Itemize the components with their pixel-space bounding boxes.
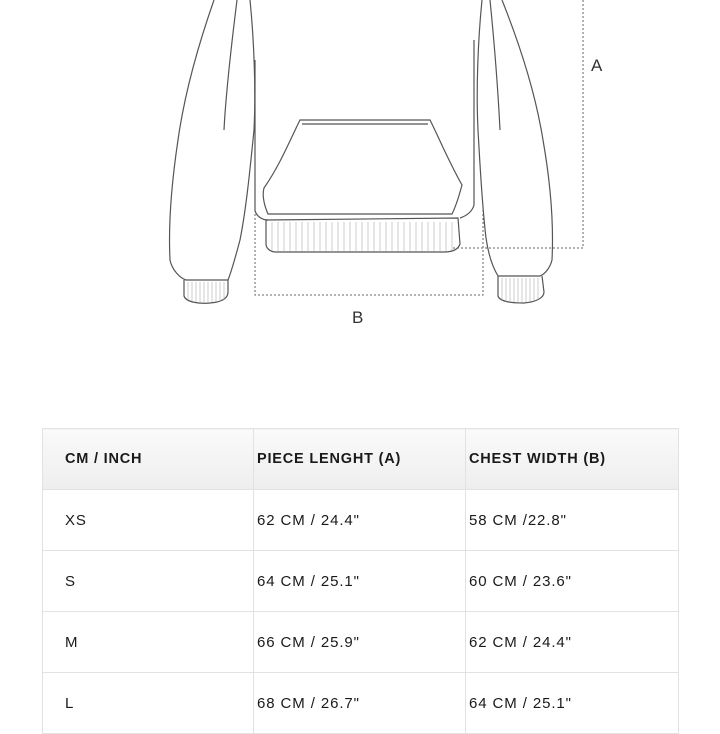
left-sleeve (169, 0, 254, 280)
size-chart-table (42, 428, 679, 734)
body-left-side (255, 60, 268, 220)
body-right-side (460, 40, 474, 218)
width-cell: 62 CM / 24.4" (466, 612, 679, 673)
right-cuff (498, 276, 544, 303)
table-row (43, 612, 679, 673)
header-unit: CM / INCH (43, 429, 254, 490)
width-cell: 60 CM / 23.6" (466, 551, 679, 612)
header-piece-length: PIECE LENGHT (A) (254, 429, 466, 490)
size-cell: S (43, 551, 254, 612)
dimension-b-label: B (352, 308, 364, 327)
length-cell: 68 CM / 26.7" (254, 673, 466, 734)
waistband (266, 218, 460, 252)
header-chest-width: CHEST WIDTH (B) (466, 429, 679, 490)
table-row (43, 551, 679, 612)
length-cell: 66 CM / 25.9" (254, 612, 466, 673)
length-cell: 64 CM / 25.1" (254, 551, 466, 612)
size-cell: M (43, 612, 254, 673)
width-cell: 64 CM / 25.1" (466, 673, 679, 734)
dimension-a-label: A (591, 56, 603, 75)
table-row (43, 490, 679, 551)
hoodie-diagram (0, 0, 720, 340)
size-cell: XS (43, 490, 254, 551)
width-cell: 58 CM /22.8" (466, 490, 679, 551)
table-header-row (43, 429, 679, 490)
table-row (43, 673, 679, 734)
length-cell: 62 CM / 24.4" (254, 490, 466, 551)
size-cell: L (43, 673, 254, 734)
pocket (263, 120, 462, 214)
left-cuff (184, 280, 228, 303)
right-sleeve (477, 0, 552, 276)
